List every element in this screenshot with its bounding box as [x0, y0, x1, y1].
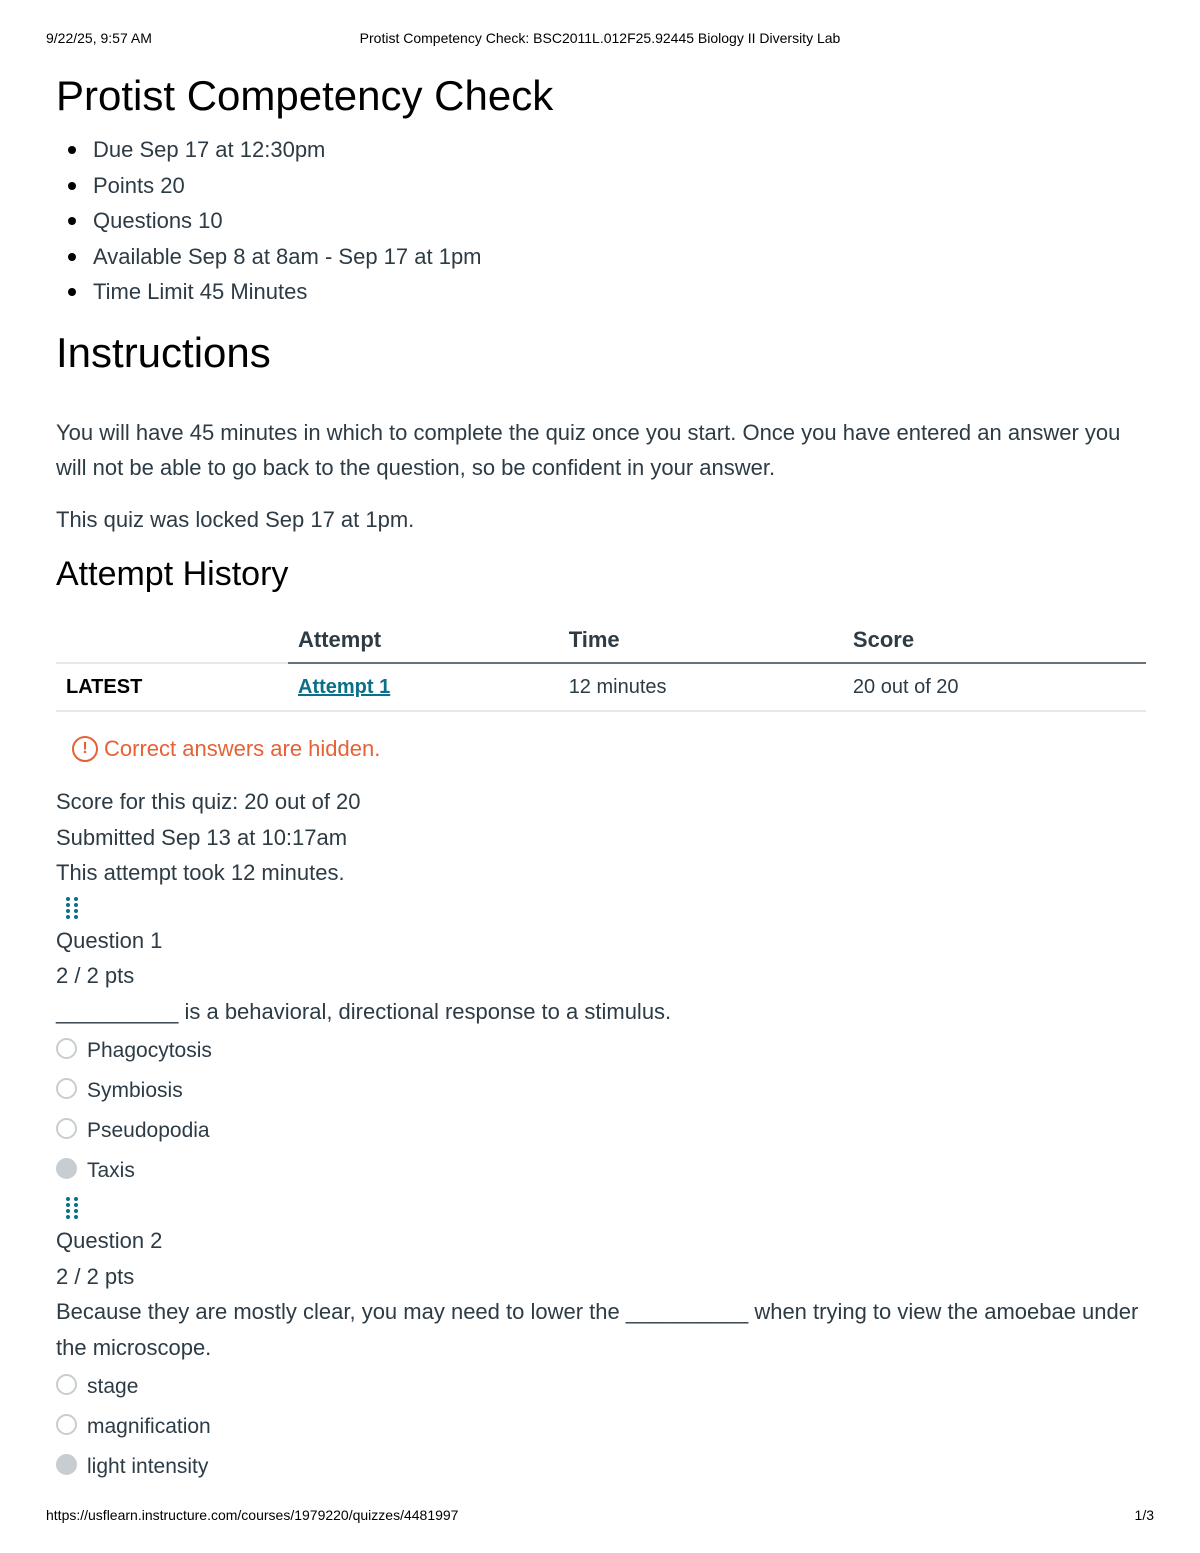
attempt-summary	[56, 784, 1146, 891]
radio-button[interactable]	[56, 1118, 77, 1139]
attempt-history-heading: Attempt History	[56, 555, 289, 593]
question-label: Question 2	[56, 1228, 163, 1253]
answer-option[interactable]	[56, 1111, 1146, 1151]
radio-button[interactable]	[56, 1374, 77, 1395]
print-header	[46, 30, 1154, 48]
score-summary: Score for this quiz: 20 out of 20	[56, 789, 361, 814]
answer-label: magnification	[87, 1415, 211, 1438]
radio-button[interactable]	[56, 1078, 77, 1099]
answer-option-selected[interactable]	[56, 1151, 1146, 1191]
question-text: __________ is a behavioral, directional response to a stimulus.	[56, 998, 672, 1024]
radio-button[interactable]	[56, 1038, 77, 1059]
quiz-details-list	[56, 132, 1146, 310]
radio-button-selected[interactable]	[56, 1158, 77, 1179]
instructions-text: You will have 45 minutes in which to complete the quiz once you start. Once you have entered an answer you will not be able to go back to the question, so be confident in your answer.	[56, 419, 1121, 480]
answer-label: stage	[87, 1375, 139, 1398]
table-header-row	[56, 618, 1146, 663]
answer-option[interactable]	[56, 1071, 1146, 1111]
answer-label: Phagocytosis	[87, 1039, 212, 1062]
answer-option[interactable]	[56, 1031, 1146, 1071]
print-footer	[46, 1507, 1154, 1525]
time-cell: 12 minutes	[559, 663, 843, 711]
radio-button-selected[interactable]	[56, 1454, 77, 1475]
table-header-empty	[56, 618, 288, 663]
question-points: 2 / 2 pts	[56, 1263, 135, 1289]
table-header-time: Time	[559, 618, 843, 663]
answer-list	[56, 1031, 1146, 1191]
drag-handle-icon[interactable]	[62, 893, 82, 923]
table-row	[56, 663, 1146, 711]
answer-label: Symbiosis	[87, 1079, 183, 1102]
score-cell: 20 out of 20	[843, 663, 1146, 711]
answer-label: Taxis	[87, 1159, 135, 1182]
warning-icon: !	[72, 736, 98, 762]
answer-label: light intensity	[87, 1455, 209, 1478]
table-header-attempt: Attempt	[288, 618, 559, 663]
answer-label: Pseudopodia	[87, 1119, 210, 1142]
question-block-2	[56, 1193, 1146, 1487]
drag-handle-icon[interactable]	[62, 1193, 82, 1223]
locked-notice: This quiz was locked Sep 17 at 1pm.	[56, 506, 415, 532]
attempt-1-link[interactable]: Attempt 1	[298, 675, 391, 698]
answer-list	[56, 1367, 1146, 1487]
detail-due: Due Sep 17 at 12:30pm	[56, 132, 1146, 168]
instructions-heading: Instructions	[56, 328, 271, 376]
notice-text: Correct answers are hidden.	[104, 736, 381, 761]
quiz-content	[56, 68, 1146, 1487]
attempt-history-table	[56, 618, 1146, 712]
page-url: https://usflearn.instructure.com/courses/1979220/quizzes/4481997	[46, 1507, 459, 1523]
question-block-1	[56, 893, 1146, 1192]
correct-answers-hidden-notice	[72, 734, 1146, 764]
attempt-cell	[288, 663, 559, 711]
answer-option-selected[interactable]	[56, 1447, 1146, 1487]
detail-time-limit: Time Limit 45 Minutes	[56, 274, 1146, 310]
detail-points: Points 20	[56, 168, 1146, 204]
detail-questions: Questions 10	[56, 203, 1146, 239]
question-text: Because they are mostly clear, you may need to lower the __________ when trying to view the amoebae under the microscope.	[56, 1299, 1139, 1360]
latest-label: LATEST	[56, 663, 288, 711]
answer-option[interactable]	[56, 1367, 1146, 1407]
radio-button[interactable]	[56, 1414, 77, 1435]
print-title: Protist Competency Check: BSC2011L.012F25.92445 Biology II Diversity Lab	[359, 30, 841, 46]
table-header-score: Score	[843, 618, 1146, 663]
question-points: 2 / 2 pts	[56, 963, 135, 988]
detail-available: Available Sep 8 at 8am - Sep 17 at 1pm	[56, 239, 1146, 275]
print-date: 9/22/25, 9:57 AM	[46, 30, 152, 46]
page-title: Protist Competency Check	[56, 72, 554, 119]
duration-summary: This attempt took 12 minutes.	[56, 860, 345, 885]
page-number: 1/3	[1134, 1507, 1154, 1523]
submitted-summary: Submitted Sep 13 at 10:17am	[56, 824, 348, 850]
answer-option[interactable]	[56, 1407, 1146, 1447]
question-label: Question 1	[56, 927, 163, 953]
